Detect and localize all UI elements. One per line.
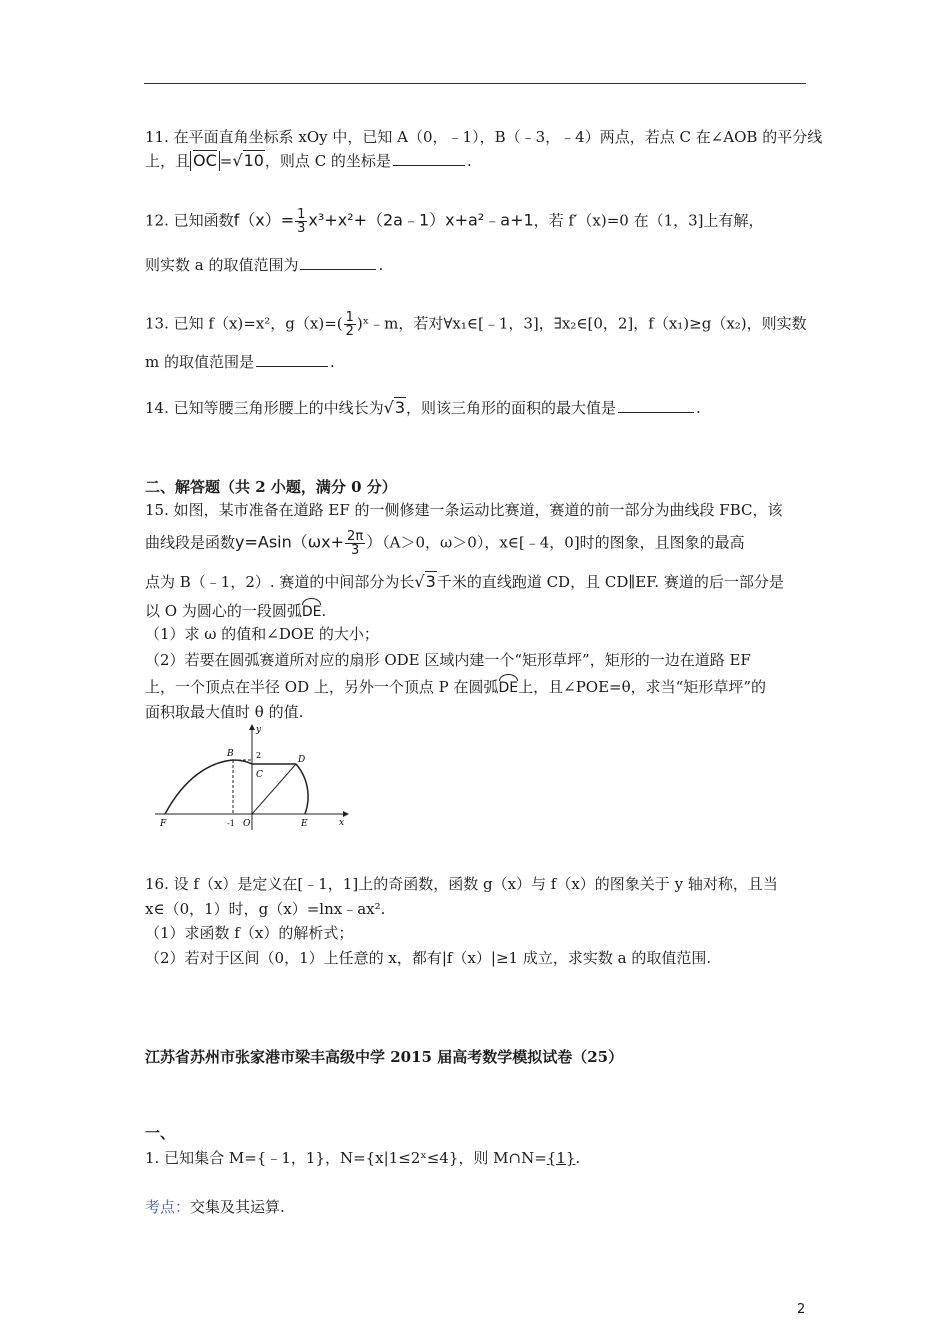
q11-line2-end: . [466,152,472,170]
q11-answer-blank [393,151,465,166]
sqrt-3-q14-radicand: 3 [394,398,406,417]
q12-function-rest: x³+x²+（2a﹣1）x+a²﹣a+1 [308,210,534,230]
q14-end: . [696,399,701,417]
q13-line1 [145,311,807,338]
sqrt-10-radicand: 10 [243,151,264,170]
q15-sub2-line2-post: 上，且∠POE=θ，求当“矩形草坪”的 [518,678,766,696]
a1-line [145,1148,580,1168]
section1-heading: 一、 [145,1124,176,1142]
q16-sub2: （2）若对于区间（0，1）上任意的 x，都有|f（x）|≥1 成立，求实数 a 的取值范围. [145,949,712,967]
kaodian-text: 交集及其运算. [190,1198,285,1216]
label-neg1: -1 [227,819,235,828]
q12-line2 [145,255,383,275]
q13-answer-blank [256,352,328,367]
q15-fn-a: y=Asin（ωx+ [235,532,345,552]
q15-sub2-line2 [145,674,766,698]
q14-post: ，则该三角形的面积的最大值是 [406,399,617,417]
q14-answer-blank [618,398,694,413]
a1-end: . [575,1149,581,1167]
q16-line1: 16. 设 f（x）是定义在[﹣1，1]上的奇函数，函数 g（x）与 f（x）的图象关于 y 轴对称，且当 [145,875,778,893]
arc-de-figure [296,764,308,814]
x-axis-arrow [343,811,349,817]
q14-pre: 14. 已知等腰三角形腰上的中线长为 [145,399,384,417]
q14-line [145,398,701,418]
label-two: 2 [256,751,262,760]
q13-line2-end: . [330,353,335,371]
q15-line3-pre: 点为 B（﹣1，2）. 赛道的中间部分为长 [145,573,415,591]
q15-line3 [145,572,784,592]
oc-label: OC [193,151,217,170]
arc-de-2: DE [499,674,519,698]
q15-frac-den: 3 [350,543,360,558]
q15-sub2-line1: （2）若要在圆弧赛道所对应的扇形 ODE 区域内建一个“矩形草坪”，矩形的一边在道路 EF [145,651,751,669]
q13-pre: 13. 已知 f（x)=x²，g（x)=( [145,314,343,333]
q15-sub2-line3: 面积取最大值时 θ 的值. [145,703,304,721]
sqrt-3-q15-radicand: 3 [425,572,436,591]
q15-frac-num: 2π [347,529,364,544]
label-y: y [256,725,262,735]
label-e: E [301,819,308,829]
q11-line2-post: ，则点 C 的坐标是 [264,152,391,170]
q16-sub1: （1）求函数 f（x）的解析式； [145,924,354,942]
q15-line1: 15. 如图，某市准备在道路 EF 的一侧修建一条运动比赛道，赛道的前一部分为曲线段 FBC，该 [145,501,783,519]
q16-line2: x∈（0，1）时，g（x）=lnx﹣ax². [145,900,386,918]
q13-line2-text: m 的取值范围是 [145,353,254,371]
curve-fbc [165,760,252,814]
q15-line2-pre: 曲线段是函数 [145,533,236,552]
q13-line2 [145,352,335,372]
q12-fraction [295,208,307,235]
q12-line2-text: 则实数 a 的取值范围为 [145,256,299,274]
q12-answer-blank [300,255,376,270]
label-d: D [298,755,306,765]
a1-answer: {1} [546,1149,576,1167]
arc-de-1: DE [302,598,322,622]
q13-post: )ˣ﹣m，若对∀x₁∈[﹣1，3]，∃x₂∈[0，2]，f（x₁)≥g（x₂)，则实数 [356,314,807,333]
q15-fraction [345,530,365,557]
q15-line4-pre: 以 O 为圆心的一段圆弧 [145,602,302,620]
kaodian-label: 考点 [145,1198,176,1216]
q11-line2-pre: 上，且 [145,152,191,170]
y-axis-arrow [249,724,255,730]
q11-eq: = [219,152,233,170]
q15-line3-post: 千米的直线跑道 CD，且 CD∥EF. 赛道的后一部分是 [436,573,784,591]
label-o: O [243,819,251,829]
q12-frac-den: 3 [297,221,306,236]
q15-line2-post: （A＞0，ω＞0），x∈[﹣4，0]时的图象，且图象的最高 [382,533,745,552]
sqrt-3-q15: √3 [414,572,436,591]
sqrt-3-q14: √3 [383,398,406,417]
label-b: B [227,749,234,759]
q15-sub2-line2-pre: 上，一个顶点在半径 OD 上，另外一个顶点 P 在圆弧 [145,678,499,696]
q13-frac-num: 1 [345,310,354,325]
q13-frac-den: 2 [345,324,354,339]
q15-line2 [145,530,745,557]
label-c: C [256,770,263,780]
q12-function-f: f（x）= [233,210,295,230]
q12-line2-end: . [378,256,384,274]
q12-line1 [145,208,764,235]
page-number: 2 [797,1302,806,1317]
oc-vector-abs [190,151,220,171]
q15-fn-b: ） [366,532,383,552]
q12-pre: 12. 已知函数 [145,211,234,230]
q15-sub1: （1）求 ω 的值和∠DOE 的大小； [145,625,379,643]
kaodian-colon: ： [175,1198,191,1216]
q12-frac-num: 1 [297,207,306,222]
q12-post: ，若 f′（x)=0 在（1，3]上有解， [533,211,764,230]
sqrt-10: √10 [232,151,264,170]
exam-title: 江苏省苏州市张家港市梁丰高级中学 2015 届高考数学模拟试卷（25） [145,1048,624,1066]
q15-line4 [145,598,326,622]
a1-pre: 1. 已知集合 M={﹣1，1}，N={x|1≤2ˣ≤4}，则 M∩N= [145,1149,547,1167]
q15-line4-end: . [321,602,327,620]
q11-line1: 11. 在平面直角坐标系 xOy 中，已知 A（0，﹣1），B（﹣3，﹣4）两点，若点 C 在∠AOB 的平分线 [145,128,823,146]
kaodian-line [145,1197,285,1217]
track-figure [155,722,355,832]
label-x: x [339,818,345,828]
header-rule [144,83,806,84]
section2-heading: 二、解答题（共 2 小题，满分 0 分） [145,478,397,496]
q11-line2 [145,151,472,171]
label-f: F [160,819,167,829]
q13-fraction [344,311,356,338]
